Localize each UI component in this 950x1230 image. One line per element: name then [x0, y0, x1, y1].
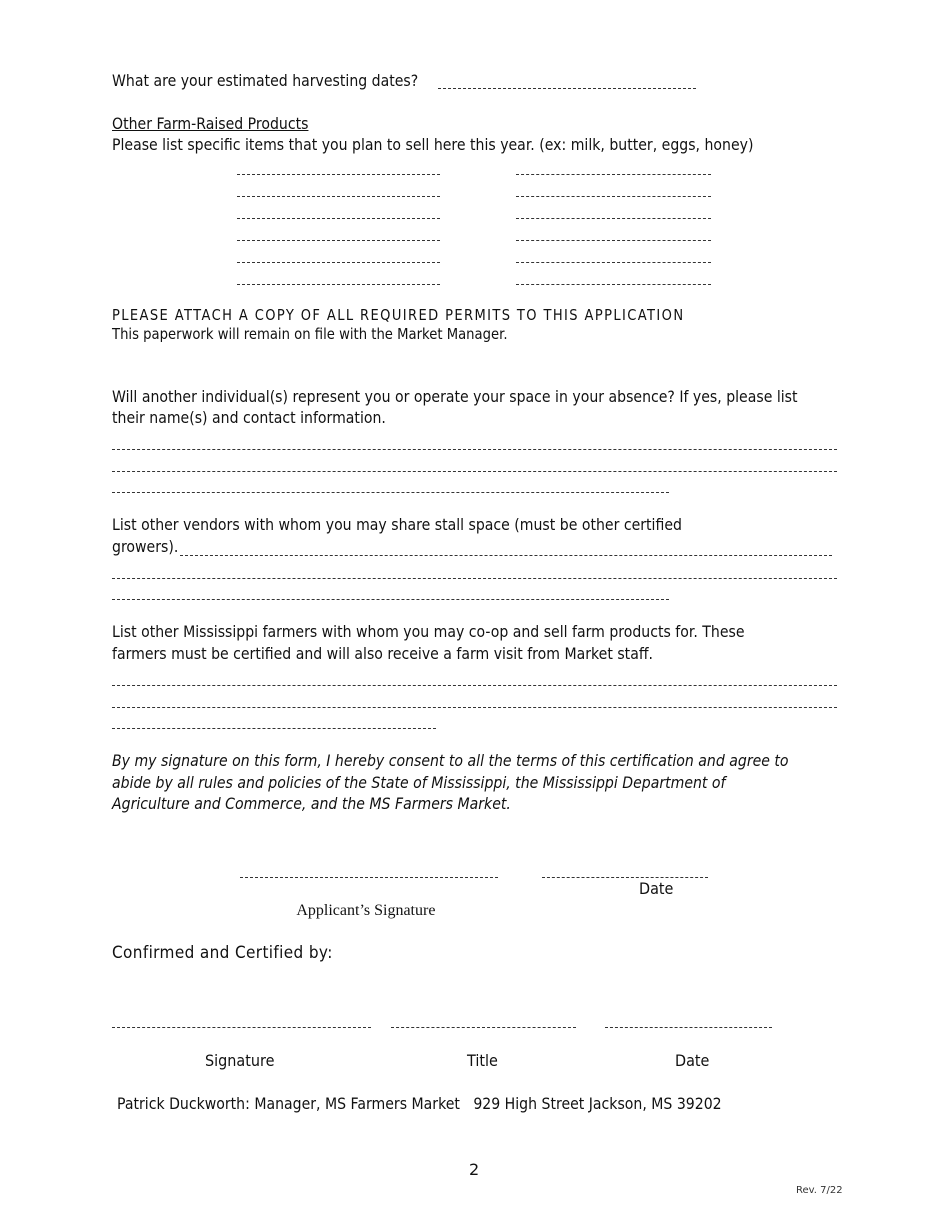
product-field-right-3[interactable] [516, 218, 711, 219]
certifier-title-field[interactable] [391, 1027, 576, 1028]
certifier-date-label: Date [675, 1051, 710, 1070]
certifier-date-field[interactable] [605, 1027, 772, 1028]
product-field-left-3[interactable] [237, 218, 440, 219]
representatives-field-1[interactable] [112, 449, 837, 450]
stall-share-question-line1: List other vendors with whom you may share stall space (must be other certified [112, 515, 682, 534]
applicant-date-field[interactable] [542, 877, 708, 878]
applicant-signature-label-text: Applicant’s Signature [296, 902, 436, 919]
certifier-signature-label: Signature [205, 1051, 275, 1070]
consent-line2: abide by all rules and policies of the State of Mississippi, the Mississippi Department of [112, 773, 726, 792]
coop-field-3[interactable] [112, 728, 436, 729]
other-products-heading: Other Farm-Raised Products [112, 114, 309, 133]
coop-field-2[interactable] [112, 707, 837, 708]
product-field-left-4[interactable] [237, 240, 440, 241]
representatives-question-line2: their name(s) and contact information. [112, 408, 386, 427]
coop-question-line1: List other Mississippi farmers with whom you may co-op and sell farm products for. These [112, 622, 745, 641]
permits-notice: PLEASE ATTACH A COPY OF ALL REQUIRED PERMITS TO THIS APPLICATION [112, 306, 685, 324]
applicant-date-label: Date [639, 879, 674, 898]
page-number: 2 [469, 1160, 480, 1179]
certifier-signature-field[interactable] [112, 1027, 371, 1028]
product-field-right-5[interactable] [516, 262, 711, 263]
consent-line3: Agriculture and Commerce, and the MS Farmers Market. [112, 794, 511, 813]
consent-line1: By my signature on this form, I hereby consent to all the terms of this certification and agree to [112, 751, 789, 770]
coop-question-line2: farmers must be certified and will also receive a farm visit from Market staff. [112, 644, 653, 663]
stall-share-question-line2: growers). [112, 537, 179, 556]
coop-field-1[interactable] [112, 685, 837, 686]
product-field-right-6[interactable] [516, 284, 711, 285]
stall-share-field-1[interactable] [180, 555, 832, 556]
stall-share-field-3[interactable] [112, 599, 669, 600]
other-products-instructions: Please list specific items that you plan to sell here this year. (ex: milk, butter, eggs, honey) [112, 135, 754, 154]
product-field-right-2[interactable] [516, 196, 711, 197]
applicant-signature-label [276, 878, 435, 942]
representatives-field-3[interactable] [112, 492, 669, 493]
product-field-left-6[interactable] [237, 284, 440, 285]
stall-share-field-2[interactable] [112, 578, 837, 579]
product-field-left-1[interactable] [237, 174, 440, 175]
representatives-question-line1: Will another individual(s) represent you or operate your space in your absence? If yes, please list [112, 387, 798, 406]
harvest-question: What are your estimated harvesting dates? [112, 71, 419, 90]
representatives-field-2[interactable] [112, 471, 837, 472]
product-field-right-1[interactable] [516, 174, 711, 175]
product-field-left-2[interactable] [237, 196, 440, 197]
permits-subnote: This paperwork will remain on file with the Market Manager. [112, 325, 508, 343]
manager-info: Patrick Duckworth: Manager, MS Farmers Market 929 High Street Jackson, MS 39202 [117, 1094, 722, 1113]
product-field-right-4[interactable] [516, 240, 711, 241]
harvest-dates-field[interactable] [438, 88, 696, 89]
product-field-left-5[interactable] [237, 262, 440, 263]
certification-heading: Confirmed and Certified by: [112, 943, 333, 963]
revision-label: Rev. 7/22 [796, 1185, 843, 1196]
certifier-title-label: Title [467, 1051, 498, 1070]
